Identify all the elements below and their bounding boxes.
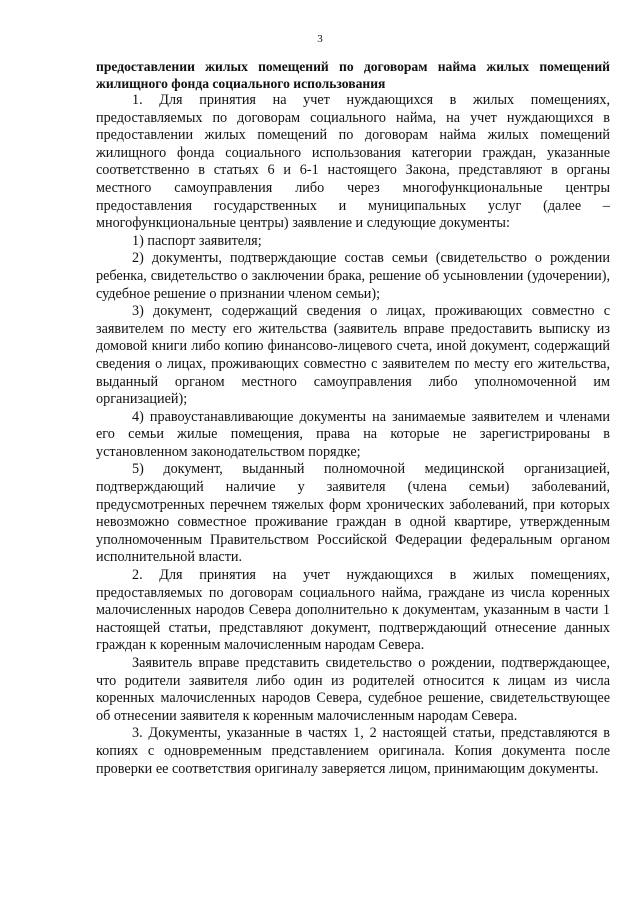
document-body	[96, 58, 610, 778]
paragraph-item-1: 1) паспорт заявителя;	[132, 232, 262, 249]
page-number: 3	[317, 33, 323, 45]
paragraph-item-5: 5) документ, выданный полномочной медицинской организацией, подтверждающий наличие у заявителя (члена семьи) заболеваний, предусмотренных перечнем тяжелых форм хронических заболеваний, при которых невозможно совместное проживание граждан в одной квартире, утвержденным уполномоченным Правительством Российской Федерации федеральным органом исполнительной власти.	[96, 461, 610, 566]
paragraph-1: 1. Для принятия на учет нуждающихся в жилых помещениях, предоставляемых по договорам социального найма, на учет нуждающихся в предоставлении жилых помещений по договорам найма жилых помещений жилищного фонда социального использования категории граждан, указанные соответственно в статьях 6 и 6-1 настоящего Закона, представляют в органы местного самоуправления либо через многофункциональные центры предоставления государственных и муниципальных услуг (далее – многофункциональные центры) заявление и следующие документы:	[96, 92, 610, 232]
paragraph-2: 2. Для принятия на учет нуждающихся в жилых помещениях, предоставляемых по договорам социального найма, граждане из числа коренных малочисленных народов Севера дополнительно к документам, указанным в части 1 настоящей статьи, представляют документ, подтверждающий отнесение данных граждан к коренным малочисленным народам Севера.	[96, 567, 610, 654]
paragraph-item-4: 4) правоустанавливающие документы на занимаемые заявителем и членами его семьи жилые помещения, права на которые не зарегистрированы в установленном законодательством порядке;	[96, 408, 610, 460]
paragraph-3: 3. Документы, указанные в частях 1, 2 настоящей статьи, представляются в копиях с одновременным представлением оригинала. Копия документа после проверки ее соответствия оригиналу заверяется лицом, принимающим документы.	[96, 725, 610, 777]
document-title: предоставлении жилых помещений по договорам найма жилых помещений жилищного фонда социального использования	[96, 59, 610, 91]
paragraph-applicant: Заявитель вправе представить свидетельство о рождении, подтверждающее, что родители заявителя либо один из родителей относится к лицам из числа коренных малочисленных народов Севера, судебное решение, свидетельствующее об отнесении заявителя к коренным малочисленным народам Севера.	[96, 655, 610, 724]
paragraph-item-3: 3) документ, содержащий сведения о лицах, проживающих совместно с заявителем по месту его жительства (заявитель вправе предоставить выписку из домовой книги либо копию финансово-лицевого счета, иной документ, содержащий сведения о лицах, проживающих совместно с заявителем по месту его жительства, выданный органом местного самоуправления либо уполномоченной им организацией);	[96, 303, 610, 408]
paragraph-item-2: 2) документы, подтверждающие состав семьи (свидетельство о рождении ребенка, свидетельство о заключении брака, решение об усыновлении (удочерении), судебное решение о признании членом семьи);	[96, 250, 610, 302]
